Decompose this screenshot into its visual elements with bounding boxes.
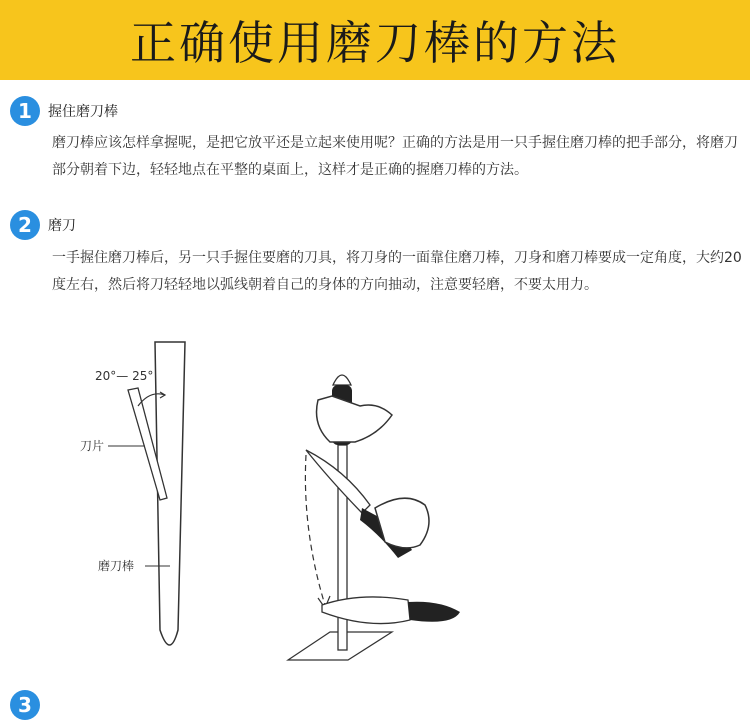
step-number-badge: 1 <box>10 96 40 126</box>
lower-knife-handle <box>408 602 460 622</box>
lower-knife-blade <box>322 597 410 624</box>
title-banner <box>0 0 750 80</box>
step-3-header <box>10 690 48 720</box>
page-title: 正确使用磨刀棒的方法 <box>130 16 620 70</box>
rod-label: 磨刀棒 <box>98 559 135 573</box>
sharpening-illustration <box>0 330 750 685</box>
upper-hand <box>317 396 393 442</box>
step-1-header <box>10 96 118 126</box>
step-2-text: 一手握住磨刀棒后，另一只手握住要磨的刀具，将刀身的一面靠住磨刀棒，刀身和磨刀棒要成一定角度，大约20度左右，然后将刀轻轻地以弧线朝着自己的身体的方向抽动，注意要轻磨，不要太用力。 <box>52 250 742 293</box>
step-number-badge: 3 <box>10 690 40 720</box>
step-2-header <box>10 210 76 240</box>
angle-label: 20°— 25° <box>95 369 154 383</box>
step-title: 磨刀 <box>48 218 76 234</box>
motion-arc <box>305 455 325 605</box>
step-number-badge: 2 <box>10 210 40 240</box>
step-title: 握住磨刀棒 <box>48 104 118 120</box>
step-1-text: 磨刀棒应该怎样拿握呢，是把它放平还是立起来使用呢？正确的方法是用一只手握住磨刀棒的把手部分，将磨刀部分朝着下边，轻轻地点在平整的桌面上，这样才是正确的握磨刀棒的方法。 <box>52 135 738 178</box>
blade-label: 刀片 <box>80 439 105 453</box>
